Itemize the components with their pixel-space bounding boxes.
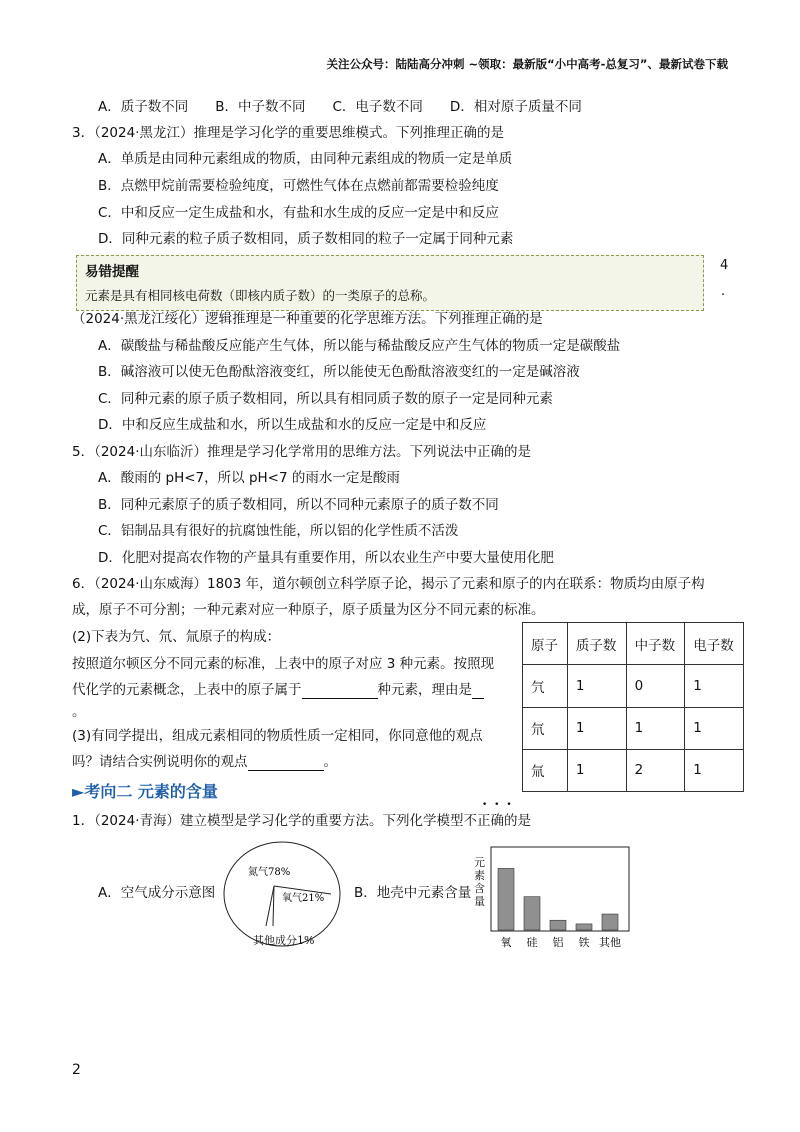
tip-title: 易错提醒 [85,264,139,280]
crust-element-bar-chart [490,846,640,954]
answer-blank-element-count[interactable] [302,683,378,699]
q4-stem: （2024·黑龙江绥化）逻辑推理是一种重要的化学思维方法。下列推理正确的是 [72,311,543,327]
q3-stem: 3．（2024·黑龙江）推理是学习化学的重要思维模式。下列推理正确的是 [72,125,504,141]
q6-stem-line1: 6．（2024·山东威海）1803 年，道尔顿创立科学原子论，揭示了元素和原子的内在联系：物质均由原子构 [72,576,705,592]
q6-part2-line3 [72,681,484,699]
q4-option-c: C．同种元素的原子质子数相同，所以具有相同质子数的原子一定是同种元素 [98,391,553,407]
page-header: 关注公众号：陆陆高分冲刺 ~领取：最新版“小中高考-总复习”、最新试卷下载 [326,57,728,71]
q6-part3-line2 [72,753,337,771]
table-row [523,749,744,791]
table-cell: 氘 [523,707,568,749]
chart-ylabel: 元素含量 [474,856,485,908]
pie-label-nitrogen: 氮气78% [248,867,291,878]
q2-options: A．质子数不同 B．中子数不同 C．电子数不同 D．相对原子质量不同 [98,99,582,115]
q1-stem: 1．（2024·青海）建立模型是学习化学的重要方法。下列化学模型不正确的是 [72,813,531,829]
q3-option-c: C．中和反应一定生成盐和水，有盐和水生成的反应一定是中和反应 [98,205,499,221]
table-cell: 2 [626,749,685,791]
table-cell: 氚 [523,749,568,791]
q3-option-a: A．单质是由同种元素组成的物质，由同种元素组成的物质一定是单质 [98,151,513,167]
answer-blank-reason[interactable] [472,683,484,699]
table-header-cell: 原子 [523,623,568,665]
q6-part2-text-a: 代化学的元素概念，上表中的原子属于 [72,682,302,698]
section-heading [72,779,218,802]
bar-0 [498,868,514,930]
table-cell: 1 [626,707,685,749]
q5-option-b: B．同种元素原子的质子数相同，所以不同种元素原子的质子数不同 [98,497,499,513]
q6-part2-text-b: 种元素，理由是 [377,682,472,698]
error-tip-box [76,255,704,311]
x-tick-label: 硅 [526,936,538,949]
section-arrow-icon: ► [72,782,85,801]
table-cell: 1 [685,707,744,749]
table-cell: 1 [685,749,744,791]
q3-option-d: D．同种元素的粒子质子数相同，质子数相同的粒子一定属于同种元素 [98,231,514,247]
q6-part2-line4: 。 [72,704,86,720]
table-header-cell: 电子数 [685,623,744,665]
answer-blank-opinion[interactable] [248,755,324,771]
q6-part3-line1: (3)有同学提出，组成元素相同的物质性质一定相同，你同意他的观点 [72,728,483,744]
q6-part2-line1: (2)下表为氕、氘、氚原子的构成： [72,629,281,645]
hydrogen-isotope-table [522,622,744,792]
table-cell: 0 [626,665,685,707]
q4-option-b: B．碱溶液可以使无色酚酞溶液变红，所以能使无色酚酞溶液变红的一定是碱溶液 [98,364,580,380]
q5-option-c: C．铝制品具有很好的抗腐蚀性能，所以铝的化学性质不活泼 [98,523,459,539]
q6-stem-line2: 成，原子不可分割；一种元素对应一种原子，原子质量为区分不同元素的标准。 [72,602,545,618]
q4-number: 4 [720,258,729,273]
table-cell: 1 [567,665,626,707]
x-tick-label: 氧 [500,936,512,949]
q4-option-d: D．中和反应生成盐和水，所以生成盐和水的反应一定是中和反应 [98,417,487,433]
q4-option-a: A．碳酸盐与稀盐酸反应能产生气体，所以能与稀盐酸反应产生气体的物质一定是碳酸盐 [98,338,621,354]
pie-label-other: 其他成分1% [253,934,315,947]
q5-stem: 5．（2024·山东临沂）推理是学习化学常用的思维方法。下列说法中正确的是 [72,444,531,460]
table-row [523,707,744,749]
q6-part3-text-b: 。 [323,754,337,770]
table-cell: 1 [567,749,626,791]
x-tick-label: 其他 [599,936,621,949]
option-b-label: B．地壳中元素含量 [354,885,472,901]
table-row [523,665,744,707]
bar-2 [550,920,566,930]
x-tick-label: 铝 [552,936,564,949]
bar-4 [602,914,618,930]
q6-part3-text-a: 吗？请结合实例说明你的观点 [72,754,248,770]
emphasis-dots: • • • [482,800,514,810]
pie-label-oxygen: 氧气21% [282,893,325,904]
q6-part2-line2: 按照道尔顿区分不同元素的标准，上表中的原子对应 3 种元素。按照现 [72,656,495,672]
table-header-cell: 中子数 [626,623,685,665]
table-header-row [523,623,744,665]
q4-number-dot: . [721,284,726,299]
bar-1 [524,897,540,930]
page-number: 2 [72,1062,81,1078]
x-tick-label: 铁 [578,936,590,949]
table-cell: 氕 [523,665,568,707]
table-cell: 1 [685,665,744,707]
table-cell: 1 [567,707,626,749]
q3-option-b: B．点燃甲烷前需要检验纯度，可燃性气体在点燃前都需要检验纯度 [98,178,499,194]
q5-option-a: A．酸雨的 pH<7，所以 pH<7 的雨水一定是酸雨 [98,470,400,486]
table-header-cell: 质子数 [567,623,626,665]
option-a-label: A．空气成分示意图 [98,885,216,901]
section-title: 考向二 元素的含量 [84,782,218,801]
bar-3 [576,924,592,930]
q5-option-d: D．化肥对提高农作物的产量具有重要作用，所以农业生产中要大量使用化肥 [98,550,554,566]
tip-body: 元素是具有相同核电荷数（即核内质子数）的一类原子的总称。 [85,288,436,303]
